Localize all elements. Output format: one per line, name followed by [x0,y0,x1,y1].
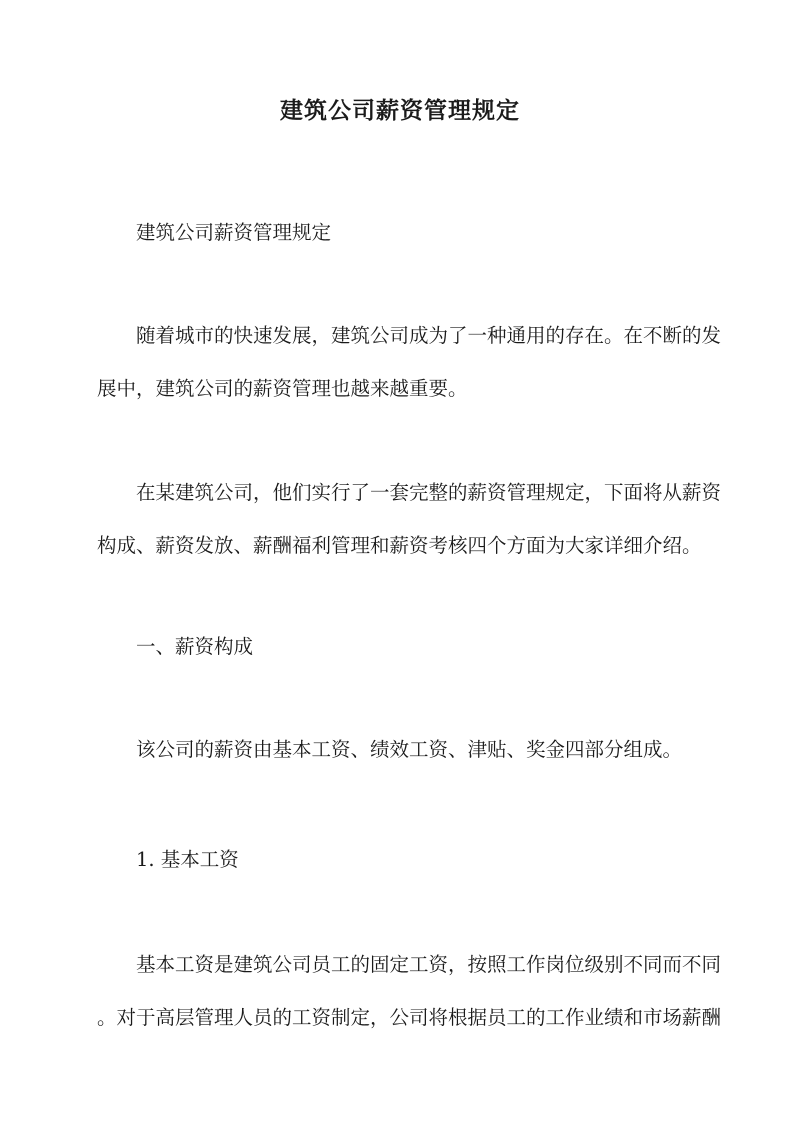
subsection-heading [97,833,703,886]
paragraph-line: 建筑公司薪资管理规定 [136,221,332,244]
subsection-heading-text: 1. 基本工资 [136,848,239,871]
section-heading [97,620,703,673]
paragraph-overview [97,466,722,572]
paragraph-line: 构成、薪资发放、薪酬福利管理和薪资考核四个方面为大家详细介绍。 [97,534,702,557]
paragraph-line: 。对于高层管理人员的工资制定，公司将根据员工的工作业绩和市场薪酬 [97,1006,722,1029]
paragraph-line: 随着城市的快速发展，建筑公司成为了一种通用的存在。在不断的发 [136,324,722,347]
paragraph-line: 基本工资是建筑公司员工的固定工资，按照工作岗位级别不同而不同 [136,953,722,976]
paragraph-composition [97,723,703,776]
paragraph-line: 展中，建筑公司的薪资管理也越来越重要。 [97,377,468,400]
paragraph-subtitle [97,206,703,259]
paragraph-intro [97,309,722,415]
paragraph-base-salary [97,938,722,1044]
paragraph-line: 该公司的薪资由基本工资、绩效工资、津贴、奖金四部分组成。 [136,738,683,761]
section-heading-text: 一、薪资构成 [136,635,254,658]
document-title: 建筑公司薪资管理规定 [280,97,520,124]
paragraph-line: 在某建筑公司，他们实行了一套完整的薪资管理规定，下面将从薪资 [136,481,722,504]
